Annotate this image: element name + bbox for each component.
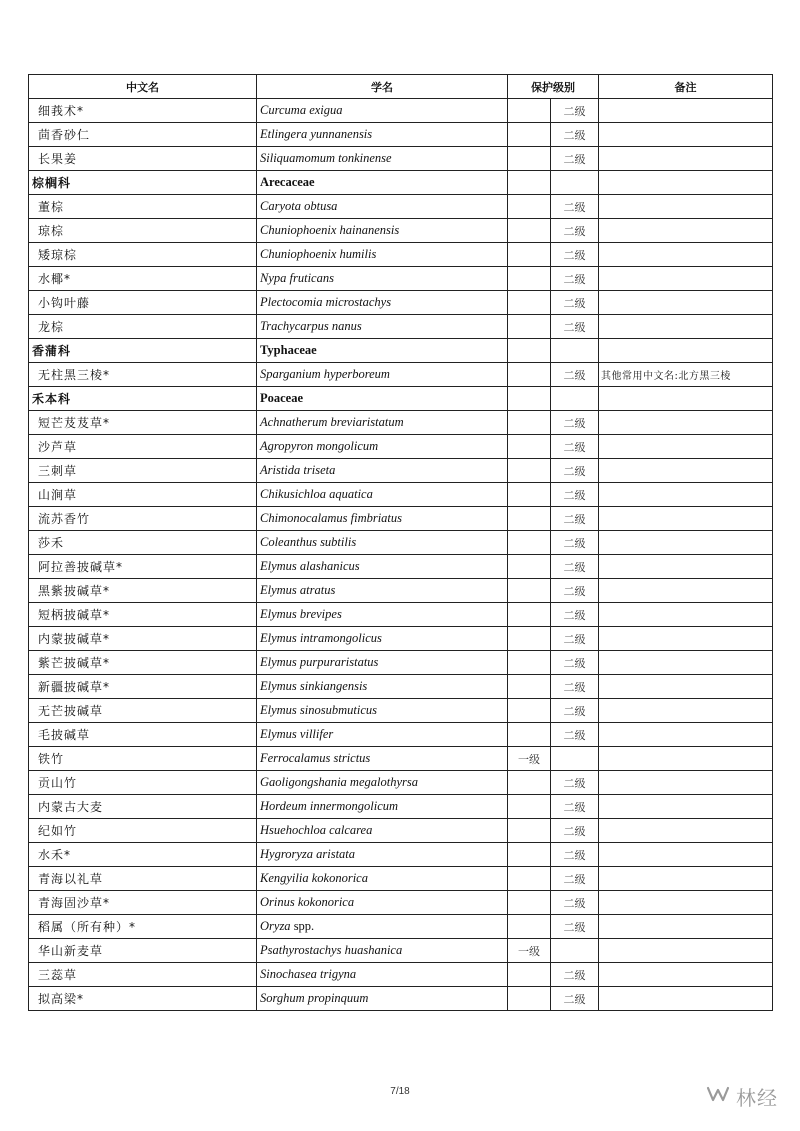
chinese-name-cell: 莎禾 [29, 531, 257, 555]
notes-cell [599, 339, 773, 363]
table-row [29, 963, 773, 987]
scientific-name-cell [257, 411, 508, 435]
level-one-cell [508, 171, 551, 195]
scientific-name-text: Ferrocalamus strictus [260, 751, 371, 765]
notes-cell [599, 987, 773, 1011]
level-one-cell [508, 843, 551, 867]
chinese-name-cell: 新疆披碱草* [29, 675, 257, 699]
level-one-cell [508, 363, 551, 387]
chinese-name-cell: 贡山竹 [29, 771, 257, 795]
chinese-name-cell: 短柄披碱草* [29, 603, 257, 627]
level-two-cell: 二级 [551, 531, 599, 555]
family-row [29, 339, 773, 363]
chinese-name-cell: 三刺草 [29, 459, 257, 483]
level-two-cell: 二级 [551, 987, 599, 1011]
scientific-name-text: Agropyron mongolicum [260, 439, 379, 453]
level-one-cell [508, 867, 551, 891]
notes-cell [599, 195, 773, 219]
scientific-name-text: Sinochasea trigyna [260, 967, 357, 981]
level-two-cell: 二级 [551, 963, 599, 987]
scientific-name-cell [257, 747, 508, 771]
level-two-cell: 二级 [551, 315, 599, 339]
level-one-cell [508, 483, 551, 507]
scientific-name-text: Gaoligongshania megalothyrsa [260, 775, 418, 789]
level-one-cell [508, 915, 551, 939]
scientific-name-text: Plectocomia microstachys [260, 295, 392, 309]
level-one-cell [508, 243, 551, 267]
chinese-name-cell: 紫芒披碱草* [29, 651, 257, 675]
notes-cell [599, 747, 773, 771]
level-two-cell: 二级 [551, 507, 599, 531]
chinese-name-cell: 黑紫披碱草* [29, 579, 257, 603]
level-two-cell [551, 339, 599, 363]
scientific-name-cell [257, 795, 508, 819]
scientific-name-cell [257, 99, 508, 123]
chinese-name-cell: 琼棕 [29, 219, 257, 243]
scientific-name-cell [257, 603, 508, 627]
scientific-name-suffix: spp. [290, 919, 315, 933]
table-row [29, 219, 773, 243]
level-two-cell: 二级 [551, 147, 599, 171]
notes-cell [599, 723, 773, 747]
scientific-name-text: Hygroryza aristata [260, 847, 356, 861]
chinese-name-cell: 华山新麦草 [29, 939, 257, 963]
header-scientific-name: 学名 [257, 75, 508, 99]
level-one-cell [508, 771, 551, 795]
level-two-cell: 二级 [551, 411, 599, 435]
chinese-name-cell: 董棕 [29, 195, 257, 219]
level-two-cell [551, 747, 599, 771]
table-row [29, 123, 773, 147]
chinese-name-cell: 小钩叶藤 [29, 291, 257, 315]
scientific-name-text: Sorghum propinquum [260, 991, 369, 1005]
scientific-name-text: Elymus sinosubmuticus [260, 703, 378, 717]
header-notes: 备注 [599, 75, 773, 99]
table-row [29, 795, 773, 819]
level-one-cell [508, 795, 551, 819]
table-row [29, 819, 773, 843]
level-two-cell: 二级 [551, 627, 599, 651]
chinese-name-cell: 毛披碱草 [29, 723, 257, 747]
scientific-name-text: Curcuma exigua [260, 103, 343, 117]
notes-cell [599, 867, 773, 891]
scientific-name-cell [257, 915, 508, 939]
scientific-name-text: Elymus purpuraristatus [260, 655, 379, 669]
chinese-name-cell: 无柱黑三棱* [29, 363, 257, 387]
scientific-name-text: Aristida triseta [260, 463, 336, 477]
level-one-cell [508, 459, 551, 483]
chinese-name-cell: 沙芦草 [29, 435, 257, 459]
level-one-cell [508, 435, 551, 459]
chinese-name-cell: 短芒芨芨草* [29, 411, 257, 435]
level-two-cell: 二级 [551, 915, 599, 939]
scientific-name-cell [257, 819, 508, 843]
notes-cell [599, 99, 773, 123]
level-two-cell: 二级 [551, 219, 599, 243]
scientific-name-text: Elymus sinkiangensis [260, 679, 368, 693]
level-two-cell: 二级 [551, 867, 599, 891]
chinese-name-cell: 纪如竹 [29, 819, 257, 843]
chinese-name-cell: 无芒披碱草 [29, 699, 257, 723]
notes-cell [599, 507, 773, 531]
notes-cell [599, 771, 773, 795]
notes-cell [599, 555, 773, 579]
notes-cell [599, 891, 773, 915]
family-row [29, 171, 773, 195]
level-one-cell [508, 675, 551, 699]
table-row [29, 987, 773, 1011]
scientific-name-text: Etlingera yunnanensis [260, 127, 373, 141]
scientific-name-cell [257, 555, 508, 579]
scientific-name-cell [257, 219, 508, 243]
level-one-cell [508, 603, 551, 627]
notes-cell [599, 243, 773, 267]
table-row [29, 507, 773, 531]
scientific-name-text: Hsuehochloa calcarea [260, 823, 373, 837]
table-row [29, 603, 773, 627]
scientific-name-text: Nypa fruticans [260, 271, 334, 285]
level-one-cell [508, 219, 551, 243]
level-one-cell: 一级 [508, 939, 551, 963]
table-row [29, 627, 773, 651]
notes-cell [599, 315, 773, 339]
scientific-name-text: Caryota obtusa [260, 199, 338, 213]
family-chinese-name: 香蒲科 [29, 339, 257, 363]
chinese-name-cell: 山涧草 [29, 483, 257, 507]
scientific-name-cell [257, 579, 508, 603]
chinese-name-cell: 青海以礼草 [29, 867, 257, 891]
notes-cell [599, 915, 773, 939]
level-two-cell: 二级 [551, 291, 599, 315]
scientific-name-text: Elymus brevipes [260, 607, 342, 621]
family-scientific-name [257, 171, 508, 195]
chinese-name-cell: 流苏香竹 [29, 507, 257, 531]
level-one-cell [508, 555, 551, 579]
level-two-cell: 二级 [551, 243, 599, 267]
table-row [29, 915, 773, 939]
level-two-cell: 二级 [551, 267, 599, 291]
notes-cell [599, 795, 773, 819]
scientific-name-cell [257, 315, 508, 339]
level-one-cell [508, 195, 551, 219]
scientific-name-text: Chuniophoenix hainanensis [260, 223, 400, 237]
notes-cell [599, 219, 773, 243]
scientific-name-text: Sparganium hyperboreum [260, 367, 390, 381]
level-two-cell [551, 939, 599, 963]
table-row [29, 771, 773, 795]
table-row [29, 411, 773, 435]
level-two-cell: 二级 [551, 195, 599, 219]
level-one-cell [508, 267, 551, 291]
watermark-text: 林经 [736, 1086, 778, 1110]
level-two-cell: 二级 [551, 555, 599, 579]
chinese-name-cell: 茴香砂仁 [29, 123, 257, 147]
wechat-channel-icon [706, 1085, 730, 1109]
scientific-name-cell [257, 867, 508, 891]
level-two-cell: 二级 [551, 603, 599, 627]
notes-cell [599, 939, 773, 963]
notes-cell [599, 171, 773, 195]
chinese-name-cell: 长果姜 [29, 147, 257, 171]
scientific-name-text: Kengyilia kokonorica [260, 871, 368, 885]
scientific-name-cell [257, 627, 508, 651]
scientific-name-text: Coleanthus subtilis [260, 535, 357, 549]
chinese-name-cell: 内蒙古大麦 [29, 795, 257, 819]
level-two-cell: 二级 [551, 483, 599, 507]
scientific-name-cell [257, 675, 508, 699]
level-two-cell: 二级 [551, 699, 599, 723]
scientific-name-cell [257, 435, 508, 459]
chinese-name-cell: 阿拉善披碱草* [29, 555, 257, 579]
table-row [29, 723, 773, 747]
scientific-name-cell [257, 939, 508, 963]
notes-cell [599, 291, 773, 315]
notes-cell [599, 531, 773, 555]
scientific-name-text: Orinus kokonorica [260, 895, 355, 909]
level-one-cell [508, 147, 551, 171]
chinese-name-cell: 内蒙披碱草* [29, 627, 257, 651]
chinese-name-cell: 矮琼棕 [29, 243, 257, 267]
table-row [29, 195, 773, 219]
level-two-cell: 二级 [551, 843, 599, 867]
table-row [29, 867, 773, 891]
notes-cell [599, 435, 773, 459]
level-two-cell: 二级 [551, 795, 599, 819]
scientific-name-cell [257, 243, 508, 267]
scientific-name-cell [257, 459, 508, 483]
level-two-cell: 二级 [551, 435, 599, 459]
notes-cell [599, 603, 773, 627]
notes-cell [599, 483, 773, 507]
level-one-cell [508, 315, 551, 339]
level-two-cell: 二级 [551, 363, 599, 387]
scientific-name-text: Elymus alashanicus [260, 559, 360, 573]
page-number: 7/18 [390, 1086, 410, 1097]
chinese-name-cell: 铁竹 [29, 747, 257, 771]
level-two-cell: 二级 [551, 675, 599, 699]
level-one-cell [508, 699, 551, 723]
table-row [29, 651, 773, 675]
notes-cell [599, 387, 773, 411]
notes-cell [599, 411, 773, 435]
level-one-cell [508, 627, 551, 651]
level-one-cell: 一级 [508, 747, 551, 771]
chinese-name-cell: 青海固沙草* [29, 891, 257, 915]
scientific-name-text: Poaceae [260, 391, 304, 405]
scientific-name-text: Arecaceae [260, 175, 315, 189]
scientific-name-cell [257, 843, 508, 867]
level-one-cell [508, 507, 551, 531]
table-row [29, 99, 773, 123]
notes-cell [599, 963, 773, 987]
table-row [29, 531, 773, 555]
header-protection-level: 保护级别 [508, 75, 599, 99]
level-one-cell [508, 963, 551, 987]
chinese-name-cell: 拟高梁* [29, 987, 257, 1011]
scientific-name-text: Elymus atratus [260, 583, 336, 597]
scientific-name-text: Chuniophoenix humilis [260, 247, 377, 261]
scientific-name-text: Hordeum innermongolicum [260, 799, 399, 813]
notes-cell [599, 651, 773, 675]
scientific-name-cell [257, 291, 508, 315]
scientific-name-cell [257, 195, 508, 219]
table-row [29, 147, 773, 171]
notes-cell [599, 819, 773, 843]
scientific-name-cell [257, 267, 508, 291]
level-one-cell [508, 291, 551, 315]
family-row [29, 387, 773, 411]
table-row [29, 555, 773, 579]
level-one-cell [508, 531, 551, 555]
notes-cell [599, 579, 773, 603]
scientific-name-text: Siliquamomum tonkinense [260, 151, 392, 165]
table-row [29, 243, 773, 267]
chinese-name-cell: 三蕊草 [29, 963, 257, 987]
family-scientific-name [257, 387, 508, 411]
level-two-cell: 二级 [551, 459, 599, 483]
level-one-cell [508, 339, 551, 363]
notes-cell: 其他常用中文名:北方黑三棱 [599, 363, 773, 387]
scientific-name-text: Psathyrostachys huashanica [260, 943, 403, 957]
level-one-cell [508, 123, 551, 147]
scientific-name-cell [257, 699, 508, 723]
level-one-cell [508, 387, 551, 411]
scientific-name-cell [257, 507, 508, 531]
level-two-cell: 二级 [551, 819, 599, 843]
table-row [29, 267, 773, 291]
table-row [29, 579, 773, 603]
table-row [29, 891, 773, 915]
chinese-name-cell: 水椰* [29, 267, 257, 291]
notes-cell [599, 627, 773, 651]
scientific-name-text: Elymus villifer [260, 727, 334, 741]
notes-cell [599, 267, 773, 291]
notes-cell [599, 699, 773, 723]
level-one-cell [508, 579, 551, 603]
level-two-cell: 二级 [551, 891, 599, 915]
level-two-cell [551, 387, 599, 411]
level-one-cell [508, 987, 551, 1011]
watermark [706, 1082, 778, 1111]
table-row [29, 939, 773, 963]
level-two-cell [551, 171, 599, 195]
scientific-name-text: Chimonocalamus fimbriatus [260, 511, 403, 525]
protected-species-table [28, 74, 773, 1011]
notes-cell [599, 675, 773, 699]
level-two-cell: 二级 [551, 723, 599, 747]
level-two-cell: 二级 [551, 99, 599, 123]
table-row [29, 435, 773, 459]
table-row [29, 699, 773, 723]
notes-cell [599, 459, 773, 483]
notes-cell [599, 843, 773, 867]
scientific-name-cell [257, 483, 508, 507]
scientific-name-text: Achnatherum breviaristatum [260, 415, 404, 429]
level-two-cell: 二级 [551, 579, 599, 603]
table-body [29, 99, 773, 1011]
table-row [29, 843, 773, 867]
scientific-name-cell [257, 771, 508, 795]
scientific-name-text: Oryza [260, 919, 291, 933]
chinese-name-cell: 龙棕 [29, 315, 257, 339]
scientific-name-cell [257, 147, 508, 171]
scientific-name-text: Chikusichloa aquatica [260, 487, 373, 501]
level-one-cell [508, 99, 551, 123]
family-scientific-name [257, 339, 508, 363]
level-one-cell [508, 891, 551, 915]
scientific-name-cell [257, 531, 508, 555]
scientific-name-cell [257, 987, 508, 1011]
scientific-name-cell [257, 963, 508, 987]
table-row [29, 675, 773, 699]
scientific-name-text: Elymus intramongolicus [260, 631, 382, 645]
species-table-container [28, 74, 772, 1011]
scientific-name-text: Trachycarpus nanus [260, 319, 362, 333]
header-chinese-name: 中文名 [29, 75, 257, 99]
table-row [29, 459, 773, 483]
family-chinese-name: 棕榈科 [29, 171, 257, 195]
scientific-name-cell [257, 651, 508, 675]
table-row [29, 747, 773, 771]
table-header-row [29, 75, 773, 99]
scientific-name-cell [257, 123, 508, 147]
level-one-cell [508, 819, 551, 843]
scientific-name-cell [257, 363, 508, 387]
level-two-cell: 二级 [551, 651, 599, 675]
chinese-name-cell: 稻属（所有种）* [29, 915, 257, 939]
family-chinese-name: 禾本科 [29, 387, 257, 411]
scientific-name-cell [257, 723, 508, 747]
table-row [29, 483, 773, 507]
scientific-name-cell [257, 891, 508, 915]
level-two-cell: 二级 [551, 123, 599, 147]
table-row [29, 363, 773, 387]
level-two-cell: 二级 [551, 771, 599, 795]
notes-cell [599, 123, 773, 147]
table-row [29, 315, 773, 339]
level-one-cell [508, 723, 551, 747]
notes-cell [599, 147, 773, 171]
level-one-cell [508, 411, 551, 435]
scientific-name-text: Typhaceae [260, 343, 317, 357]
chinese-name-cell: 水禾* [29, 843, 257, 867]
table-row [29, 291, 773, 315]
level-one-cell [508, 651, 551, 675]
chinese-name-cell: 细莪术* [29, 99, 257, 123]
